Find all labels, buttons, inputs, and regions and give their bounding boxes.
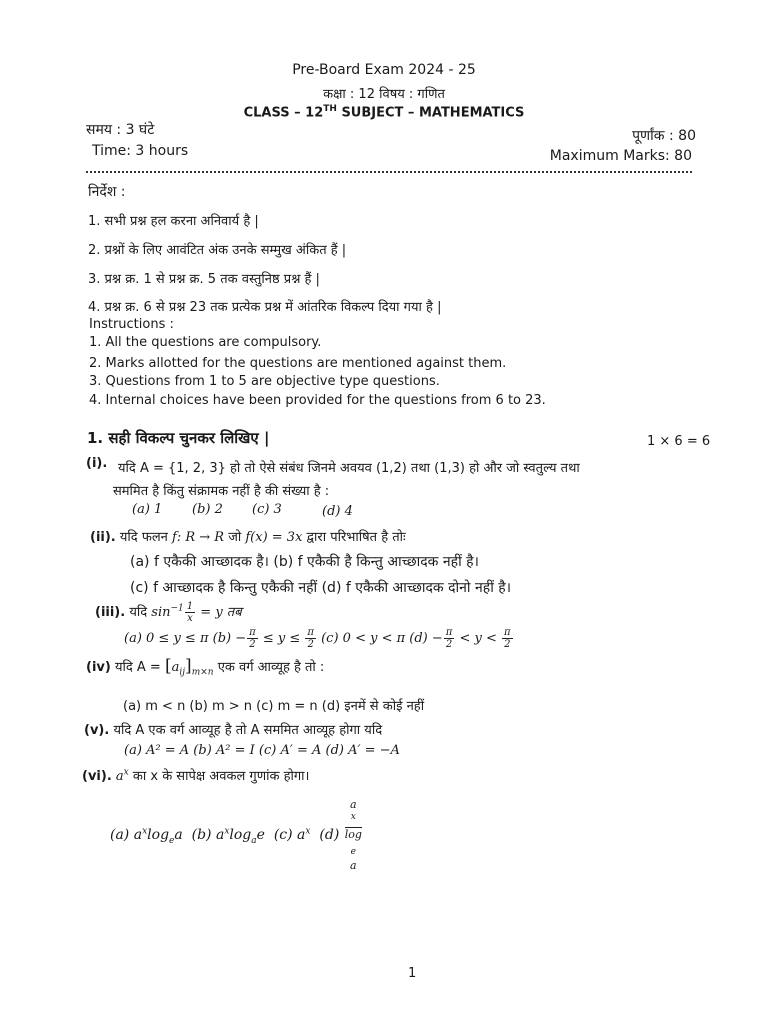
q1-part-v	[84, 720, 382, 738]
instruction-item: 4. Internal choices have been provided for the questions from 6 to 23.	[89, 393, 546, 408]
q1-part-vi-exponent: x	[123, 767, 129, 778]
fraction-denominator: 2	[445, 639, 453, 650]
q1-part-iii-options	[124, 627, 514, 650]
q1-part-iii-option-a: (a) 0 ≤ y ≤ π	[124, 631, 209, 646]
time-hindi: समय : 3 घंटे	[86, 122, 155, 138]
direction-item: 4. प्रश्न क्र. 6 से प्रश्न 23 तक प्रत्येक प्रश्न में आंतरिक विकल्प दिया गया है |	[88, 300, 442, 315]
q1-part-vi	[82, 766, 309, 784]
page-number: 1	[408, 966, 417, 981]
q1-part-iii-inverse: −1	[170, 603, 184, 614]
class-subject-english	[0, 104, 768, 120]
q1-part-iii-fraction	[185, 601, 195, 624]
numerator-exponent: x	[350, 812, 356, 822]
q1-part-iii-number: (iii).	[95, 605, 126, 620]
q1-part-ii-text-a: यदि फलन	[119, 530, 173, 545]
bracket-left-icon: [	[164, 656, 172, 676]
exponent: x	[224, 826, 230, 837]
fraction-numerator: π	[307, 627, 314, 638]
q1-part-i-option-b: (b) 2	[192, 502, 223, 517]
q1-part-ii-text-b: जो	[224, 530, 246, 545]
log-argument: a	[350, 858, 357, 872]
direction-item: 3. प्रश्न क्र. 1 से प्रश्न क्र. 5 तक वस्तुनिष्ठ प्रश्न हैं |	[88, 272, 320, 287]
fraction-denominator	[345, 828, 362, 872]
pi-over-2-fraction	[444, 627, 455, 650]
q1-part-ii	[90, 527, 406, 545]
question-1-marks: 1 × 6 = 6	[647, 434, 711, 449]
marks-hindi: पूर्णांक : 80	[632, 128, 696, 144]
q1-part-vi-number: (vi).	[82, 769, 112, 784]
q1-part-ii-number: (ii).	[90, 530, 116, 545]
fraction-denominator: 2	[249, 639, 256, 650]
instruction-item: 3. Questions from 1 to 5 are objective type questions.	[89, 374, 440, 389]
q1-part-ii-func: f: R → R	[172, 530, 225, 545]
direction-item: 2. प्रश्नों के लिए आवंटित अंक उनके सम्मुख अंकित हैं |	[88, 243, 347, 258]
class-suffix: TH	[323, 104, 337, 114]
subject-label: SUBJECT – MATHEMATICS	[336, 105, 525, 121]
class-label: CLASS – 12	[243, 105, 324, 121]
q1-part-iii-text-b: = y तब	[196, 605, 242, 620]
q1-part-vi-option-c	[274, 827, 311, 843]
q1-part-ii-options-ab: (a) f एकैकी आच्छादक है। (b) f एकैकी है किन्तु आच्छादक नहीं है।	[130, 554, 479, 570]
q1-part-iv-number: (iv)	[86, 660, 111, 675]
matrix-element: a	[171, 660, 180, 675]
log-text: log	[344, 827, 362, 841]
q1-part-i-option-c: (c) 3	[252, 502, 282, 517]
fraction-numerator: 1	[186, 601, 194, 612]
log-argument: a	[174, 826, 183, 843]
question-1-title: 1. सही विकल्प चुनकर लिखिए |	[87, 429, 270, 447]
option-label: (b) a	[191, 826, 225, 843]
instruction-item: 1. All the questions are compulsory.	[89, 335, 322, 350]
fraction-denominator: 2	[307, 639, 314, 650]
q1-part-vi-base: a	[115, 769, 124, 784]
matrix-subscript: ij	[179, 667, 186, 678]
q1-part-ii-options-cd: (c) f आच्छादक है किन्तु एकैकी नहीं (d) f एकैकी आच्छादक दोनो नहीं है।	[130, 580, 512, 596]
q1-part-iii-option-b-mid: ≤ y ≤	[258, 631, 305, 646]
q1-part-vi-option-d	[319, 798, 363, 872]
q1-part-vi-options	[110, 798, 363, 872]
log-base: e	[169, 835, 175, 846]
q1-part-v-text: यदि A एक वर्ग आव्यूह है तो A सममित आव्यूह होगा यदि	[113, 723, 383, 738]
fraction-numerator: π	[504, 627, 511, 638]
q1-part-iii	[95, 601, 242, 624]
option-label: (d)	[319, 826, 340, 843]
q1-part-i-option-a: (a) 1	[132, 502, 163, 517]
header-divider	[86, 171, 692, 173]
fraction-denominator: 2	[504, 639, 511, 650]
fraction-numerator	[345, 798, 362, 828]
q1-part-iii-option-c: (c) 0 < y < π	[321, 631, 406, 646]
log-base: e	[350, 846, 356, 857]
q1-part-vi-option-a	[110, 826, 183, 846]
q1-part-iv-text-b: एक वर्ग आव्यूह है तो :	[213, 660, 325, 675]
log-text: log	[147, 826, 170, 843]
directions-heading: निर्देश :	[88, 184, 126, 200]
marks-english: Maximum Marks: 80	[549, 148, 692, 164]
q1-part-i-text-cont: सममित है किंतु संक्रामक नहीं है की संख्या है :	[113, 484, 330, 499]
bracket-right-icon: ]	[185, 656, 192, 676]
log-base: a	[251, 835, 257, 846]
q1-part-vi-option-b	[191, 826, 265, 846]
class-subject-hindi: कक्षा : 12 विषय : गणित	[323, 87, 445, 102]
q1-part-ii-fx: f(x) = 3x	[245, 530, 303, 545]
q1-part-iii-option-b-lead: (b) −	[212, 631, 247, 646]
pi-over-2-fraction	[502, 627, 513, 650]
q1-part-v-options: (a) A² = A (b) A² = I (c) A′ = A (d) A′ = −A	[124, 743, 400, 758]
exam-title: Pre-Board Exam 2024 - 25	[292, 62, 476, 78]
q1-part-iii-option-d-mid: < y <	[455, 631, 502, 646]
pi-over-2-fraction	[247, 627, 258, 650]
q1-part-iii-sin: sin	[151, 605, 171, 620]
instruction-item: 2. Marks allotted for the questions are mentioned against them.	[89, 356, 507, 371]
pi-over-2-fraction	[305, 627, 316, 650]
q1-part-iii-option-d-lead: (d) −	[409, 631, 443, 646]
fraction-numerator: π	[445, 627, 453, 638]
direction-item: 1. सभी प्रश्न हल करना अनिवार्य है |	[88, 214, 259, 229]
matrix-order: m×n	[191, 667, 214, 678]
q1-part-vi-text: का x के सापेक्ष अवकल गुणांक होगा।	[128, 769, 310, 784]
q1-part-iii-text-a: यदि	[129, 605, 152, 620]
time-english: Time: 3 hours	[92, 143, 189, 159]
numerator-base: a	[350, 798, 357, 811]
q1-part-i-number: (i).	[86, 456, 108, 471]
q1-part-iv-matrix	[164, 656, 214, 678]
q1-part-i-text: यदि A = {1, 2, 3} हो तो ऐसे संबंध जिनमे अवयव (1,2) तथा (1,3) हो और जो स्वतुल्य तथा	[118, 461, 580, 476]
exponent: x	[142, 826, 148, 837]
instructions-heading: Instructions :	[89, 317, 174, 332]
option-label: (c) a	[273, 826, 306, 843]
fraction-numerator: π	[249, 627, 256, 638]
q1-part-iv	[86, 656, 324, 678]
q1-part-iv-options: (a) m < n (b) m > n (c) m = n (d) इनमें से कोई नहीं	[123, 699, 425, 714]
option-label: (a) a	[110, 826, 143, 843]
q1-part-i-option-d: (d) 4	[322, 504, 353, 519]
fraction-denominator: x	[187, 613, 193, 624]
log-text: log	[229, 826, 252, 843]
log-argument: e	[256, 826, 265, 843]
q1-part-v-number: (v).	[84, 723, 110, 738]
exponent: x	[305, 826, 311, 837]
option-d-fraction	[345, 798, 362, 872]
q1-part-iv-text-a: यदि A =	[114, 660, 165, 675]
q1-part-ii-text-c: द्वारा परिभाषित है तोः	[302, 530, 406, 545]
